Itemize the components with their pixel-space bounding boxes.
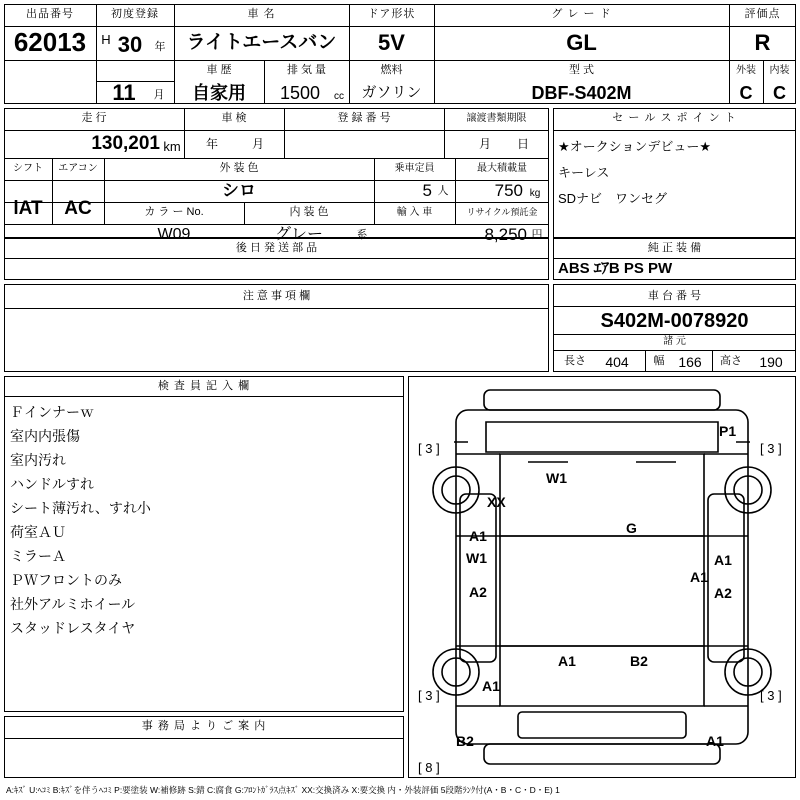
mileage-unit: km xyxy=(163,139,181,155)
first-reg-year: 30 xyxy=(117,32,143,58)
inspection-label: 車 検 xyxy=(221,112,247,125)
import-label: 輸 入 車 xyxy=(396,206,433,218)
length-value: 404 xyxy=(605,353,629,370)
inspector-line: 社外アルミホイール xyxy=(10,596,136,612)
lot-label: 出品番号 xyxy=(26,8,74,21)
grade-label: グ レ ー ド xyxy=(551,8,612,21)
seats-label: 乗車定員 xyxy=(394,162,435,174)
first-reg-month: 11 xyxy=(112,80,136,106)
shift-label: シフト xyxy=(13,162,43,174)
diagram-mark: [ 3 ] xyxy=(760,688,782,703)
inspector-line: Ｆインナーｗ xyxy=(10,404,94,420)
length-label: 長さ xyxy=(564,355,586,368)
lot-value: 62013 xyxy=(13,27,87,58)
height-label: 高さ xyxy=(720,355,742,368)
history-label: 車 歴 xyxy=(206,64,232,77)
inspector-line: ミラーＡ xyxy=(10,548,66,564)
car-name-value: ライトエースバン xyxy=(186,32,337,54)
mileage-label: 走 行 xyxy=(81,112,107,125)
diagram-mark: [ 3 ] xyxy=(418,441,440,456)
inspector-line: 荷室ＡＵ xyxy=(10,524,66,540)
door-label: ドア形状 xyxy=(367,8,416,21)
interior-color-label: 内 装 色 xyxy=(289,206,329,219)
exterior-grade: C xyxy=(739,82,753,103)
displacement-label: 排 気 量 xyxy=(286,64,327,77)
diagram-mark: A1 xyxy=(558,653,576,669)
exterior-color-label: 外 装 色 xyxy=(219,162,259,175)
load-value: 750 xyxy=(494,181,523,201)
recycle-unit: 円 xyxy=(531,229,543,242)
inspector-line: シート薄汚れ、すれ小 xyxy=(10,500,151,516)
first-reg-year-unit: 年 xyxy=(154,41,166,54)
legend-text: A:ｷｽﾞ U:ﾍｺﾐ B:ｷｽﾞを伴うﾍｺﾐ P:要塗装 W:補修跡 S:錆 C:腐食 G:ﾌﾛﾝﾄｶﾞﾗｽ点ｷｽﾞ XX:交換済み X:要交換 内・外装評価 5段階ﾗﾝｸ付(A・B・C・D・E) 1 xyxy=(6,785,560,795)
inspector-line: ハンドルすれ xyxy=(10,476,94,492)
chassis-label: 車 台 番 号 xyxy=(647,290,702,303)
color-no-label: カ ラ ー No. xyxy=(144,206,204,219)
sales-point-line: ★オークションデビュー★ xyxy=(558,139,712,154)
model-value: DBF-S402M xyxy=(531,82,632,103)
mileage-value: 130,201 xyxy=(91,133,160,155)
recycle-value: 8,250 xyxy=(484,225,527,245)
interior-label: 内装 xyxy=(769,64,790,76)
width-value: 166 xyxy=(678,353,702,370)
inspection-month: 月 xyxy=(251,136,264,151)
exterior-label: 外装 xyxy=(736,64,756,76)
sales-point-line: キーレス xyxy=(558,165,610,180)
diagram-mark: A2 xyxy=(714,585,732,601)
transfer-month: 月 xyxy=(478,136,491,151)
load-unit: kg xyxy=(529,187,541,199)
shift-value: lAT xyxy=(13,198,43,220)
history-value: 自家用 xyxy=(192,82,246,103)
grade-value: GL xyxy=(566,30,597,56)
diagram-mark: A1 xyxy=(714,552,732,568)
score-value: R xyxy=(754,30,771,56)
interior-color-value: グレー xyxy=(274,225,323,243)
origin-label: 諸 元 xyxy=(663,335,686,347)
exterior-color-value: シロ xyxy=(222,181,256,201)
diagram-mark: [ 3 ] xyxy=(760,441,782,456)
fuel-label: 燃料 xyxy=(380,64,403,77)
registration-label: 登 録 番 号 xyxy=(337,112,391,125)
inspection-year: 年 xyxy=(205,136,218,151)
diagram-mark: G xyxy=(626,520,637,536)
diagram-mark: A2 xyxy=(469,584,487,600)
diagram-mark: B2 xyxy=(630,653,648,669)
interior-grade: C xyxy=(773,82,786,103)
seats-value: 5 xyxy=(422,181,432,201)
inspector-line: スタッドレスタイヤ xyxy=(10,620,136,636)
fuel-value: ガソリン xyxy=(361,84,422,102)
diagram-mark: W1 xyxy=(546,470,567,486)
inspector-notes xyxy=(10,400,400,640)
transfer-label: 譲渡書類期限 xyxy=(466,112,527,124)
width-label: 幅 xyxy=(653,355,665,368)
caution-label: 注 意 事 項 欄 xyxy=(242,290,311,303)
score-label: 評価点 xyxy=(744,8,781,21)
diagram-mark: A1 xyxy=(469,528,487,544)
sales-point-line: SDナビ ワンセグ xyxy=(558,191,668,206)
load-label: 最大積載量 xyxy=(477,162,527,174)
first-reg-label: 初度登録 xyxy=(111,8,159,21)
inspector-label: 検 査 員 記 入 欄 xyxy=(157,380,251,393)
diagram-mark: W1 xyxy=(466,550,487,566)
first-reg-era: H xyxy=(101,32,111,48)
inspector-line: 室内汚れ xyxy=(10,452,66,468)
diagram-mark: A1 xyxy=(482,678,500,694)
color-no-value: W09 xyxy=(157,225,191,243)
car-diagram xyxy=(408,376,796,778)
sales-point-label: セ ー ル ス ポ イ ン ト xyxy=(612,112,737,125)
chassis-value: S402M-0078920 xyxy=(600,309,749,332)
diagram-mark: P1 xyxy=(719,423,737,439)
door-value: 5V xyxy=(378,30,405,56)
diagram-mark: B2 xyxy=(456,733,474,749)
diagram-mark: [ 8 ] xyxy=(418,760,440,775)
genuine-equip-label: 純 正 装 備 xyxy=(647,242,702,255)
transfer-day: 日 xyxy=(516,136,529,151)
first-reg-month-unit: 月 xyxy=(153,89,165,102)
recycle-label: リサイクル預託金 xyxy=(466,207,538,218)
genuine-equip-value: ABS ｴｱB PS PW xyxy=(558,260,673,278)
diagram-mark: [ 3 ] xyxy=(418,688,440,703)
inspector-line: 室内内張傷 xyxy=(10,428,80,444)
diagram-mark: A1 xyxy=(690,569,708,585)
diagram-mark: A1 xyxy=(706,733,724,749)
sales-point-list xyxy=(558,134,792,212)
car-name-label: 車 名 xyxy=(247,8,276,21)
later-parts-label: 後 日 発 送 部 品 xyxy=(235,242,318,255)
displacement-unit: cc xyxy=(334,90,344,102)
diagram-mark: XX xyxy=(487,494,506,510)
interior-color-suffix: 系 xyxy=(356,229,368,242)
aircon-label: エアコン xyxy=(58,162,98,174)
height-value: 190 xyxy=(759,353,783,370)
office-label: 事 務 局 よ り ご 案 内 xyxy=(141,720,267,733)
inspector-line: ＰＷフロントのみ xyxy=(10,572,122,588)
seats-unit: 人 xyxy=(437,185,449,198)
displacement-value: 1500 xyxy=(279,82,321,103)
aircon-value: AC xyxy=(64,198,92,220)
model-label: 型 式 xyxy=(568,64,595,77)
